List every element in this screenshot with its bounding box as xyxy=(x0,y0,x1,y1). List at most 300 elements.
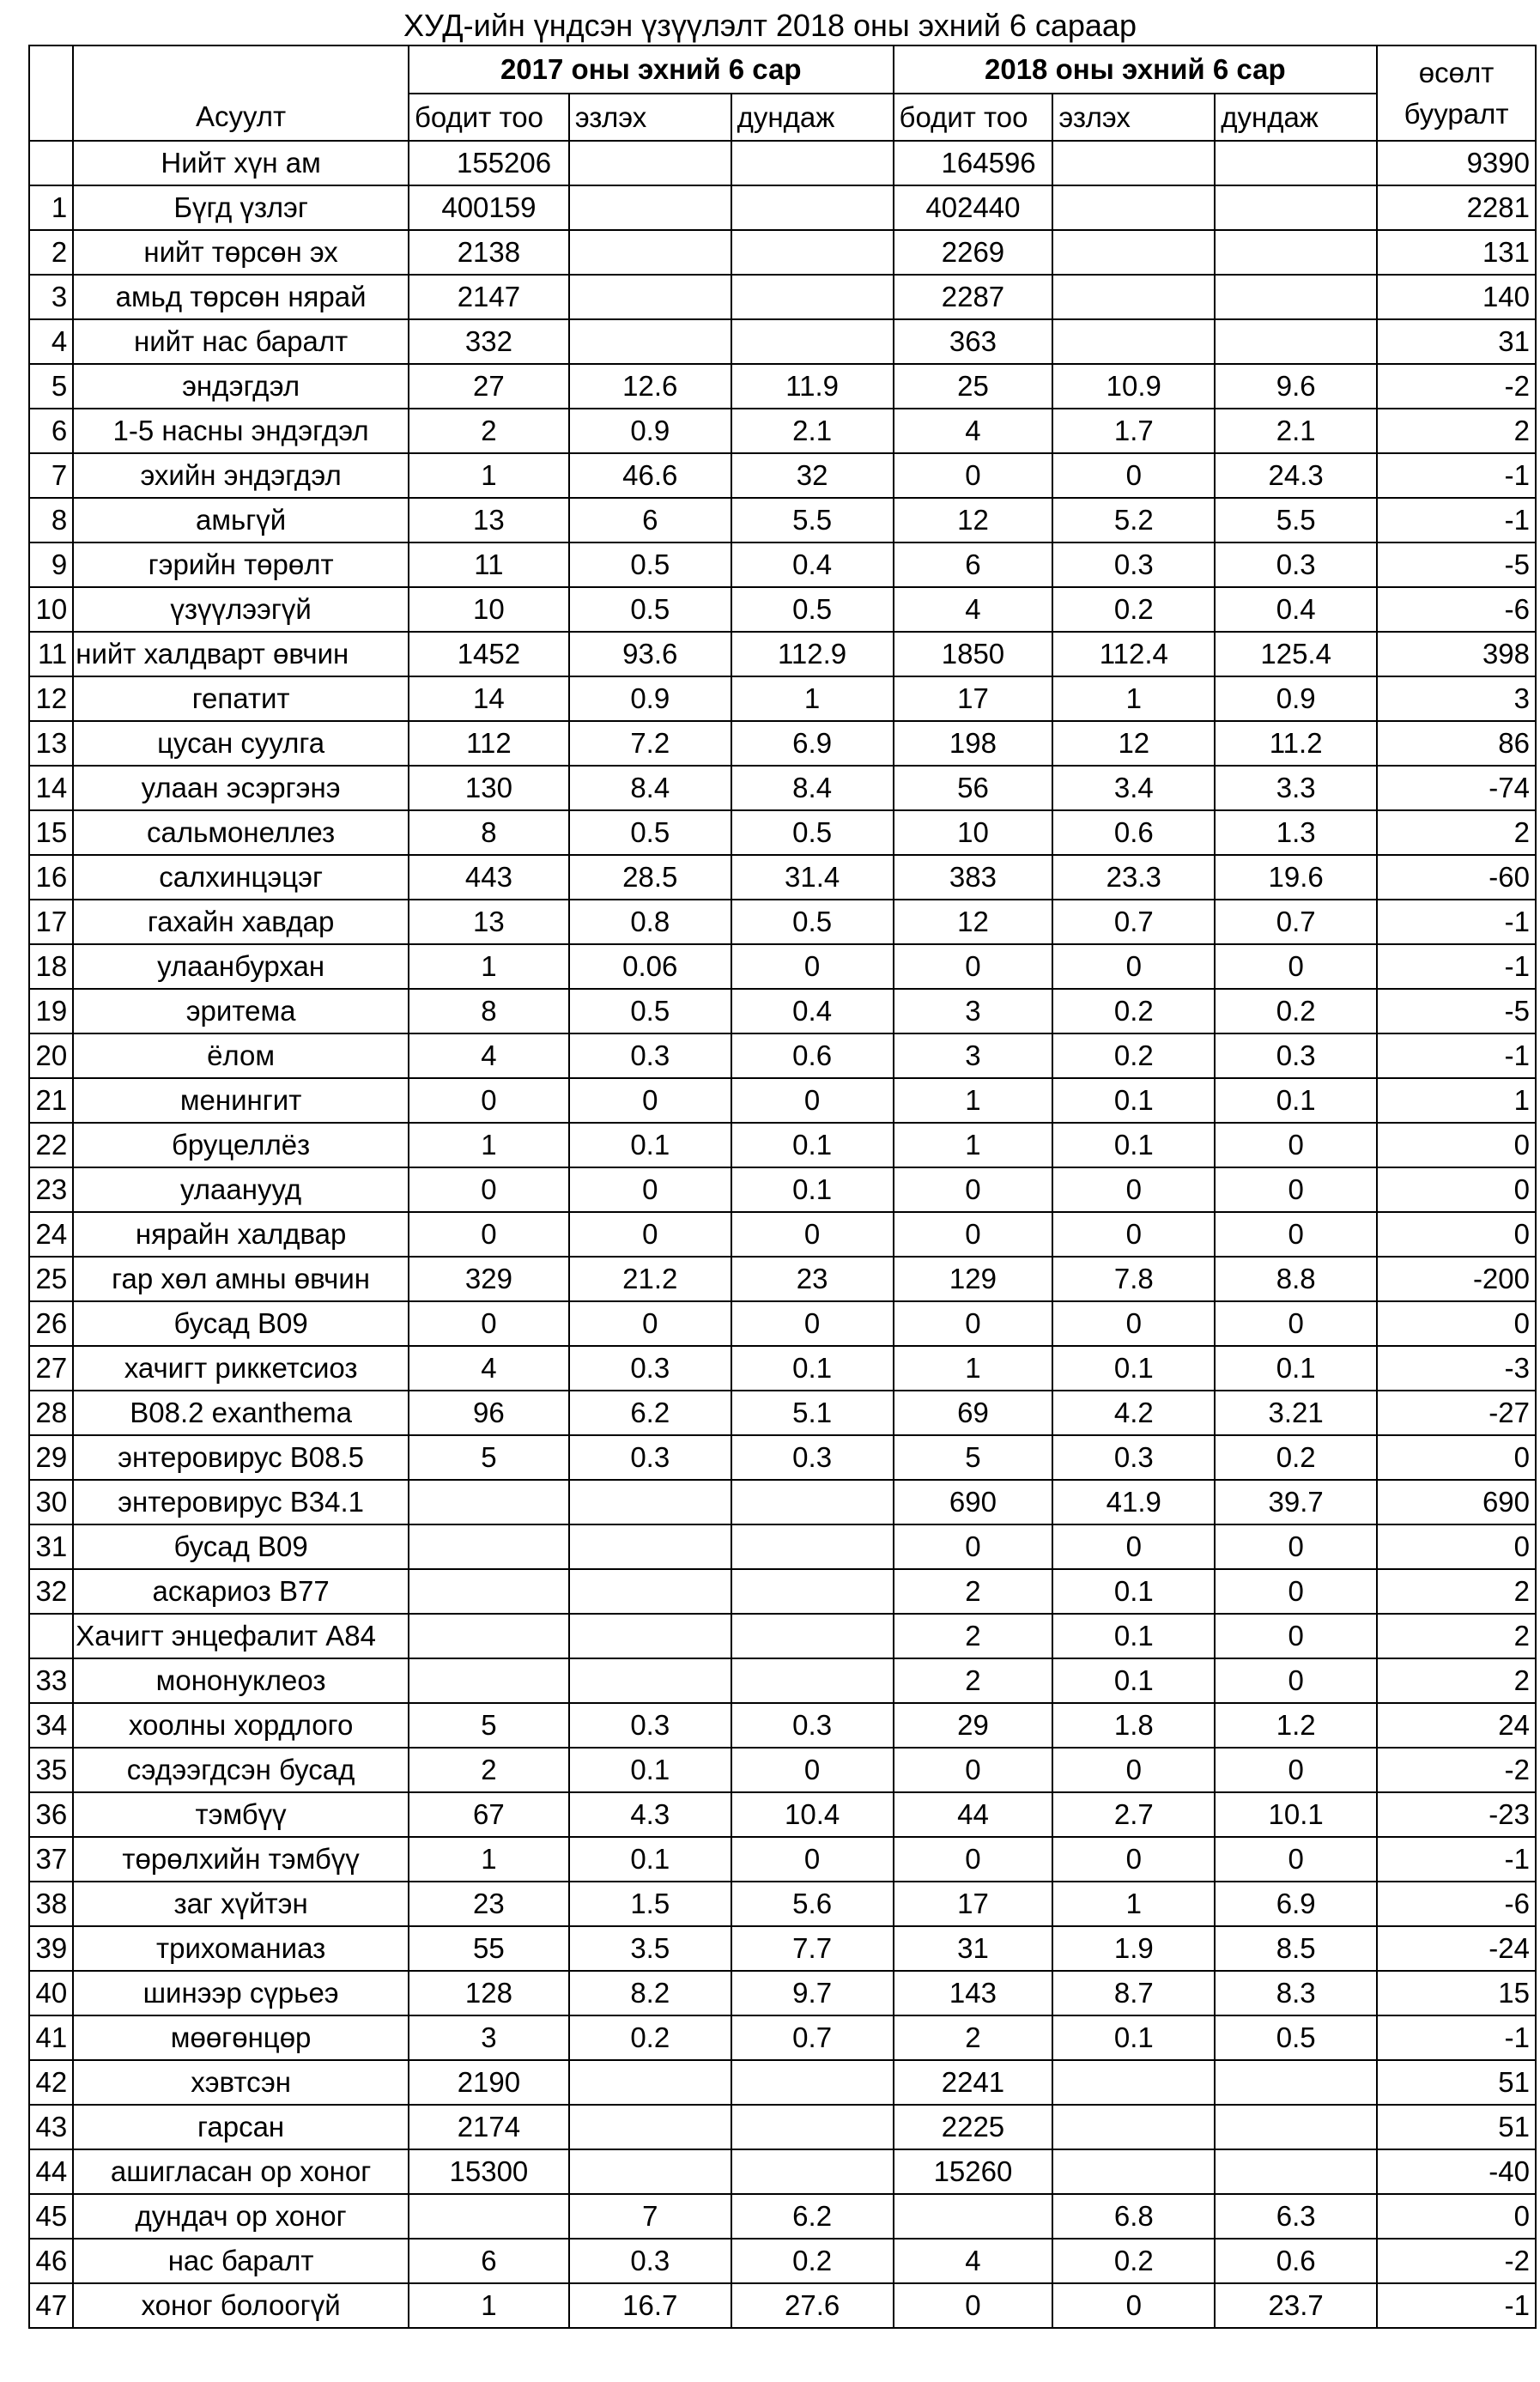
share-2017-cell: 12.6 xyxy=(569,364,731,409)
table-row xyxy=(29,1658,1536,1703)
actual-2018-cell: 383 xyxy=(894,855,1053,900)
average-2018-cell: 1.2 xyxy=(1215,1703,1377,1748)
actual-2018-cell: 10 xyxy=(894,810,1053,855)
share-2018-cell: 0 xyxy=(1052,2283,1215,2328)
question-cell: гэрийн төрөлт xyxy=(73,542,409,587)
question-cell: улаан эсэргэнэ xyxy=(73,766,409,810)
table-row xyxy=(29,810,1536,855)
row-number: 33 xyxy=(29,1658,73,1703)
change-cell: 31 xyxy=(1377,319,1536,364)
actual-2018-cell: 143 xyxy=(894,1971,1053,2015)
actual-2017-cell: 0 xyxy=(409,1078,569,1123)
row-number: 32 xyxy=(29,1569,73,1614)
average-2017-cell: 0.7 xyxy=(731,2015,894,2060)
share-2017-cell: 8.4 xyxy=(569,766,731,810)
table-row xyxy=(29,2239,1536,2283)
share-2017-cell: 0.1 xyxy=(569,1123,731,1167)
change-cell: -1 xyxy=(1377,498,1536,542)
share-2017-cell: 7 xyxy=(569,2194,731,2239)
actual-2017-cell: 1 xyxy=(409,1123,569,1167)
actual-2017-cell: 96 xyxy=(409,1391,569,1435)
table-row xyxy=(29,1078,1536,1123)
average-2018-cell: 0 xyxy=(1215,1212,1377,1257)
header-actual-2018: бодит тоо xyxy=(894,94,1053,141)
share-2017-cell xyxy=(569,185,731,230)
table-row xyxy=(29,1480,1536,1524)
average-2017-cell: 7.7 xyxy=(731,1926,894,1971)
average-2018-cell: 0 xyxy=(1215,1524,1377,1569)
average-2018-cell: 8.3 xyxy=(1215,1971,1377,2015)
average-2018-cell: 3.21 xyxy=(1215,1391,1377,1435)
share-2018-cell xyxy=(1052,319,1215,364)
row-number: 14 xyxy=(29,766,73,810)
actual-2017-cell: 332 xyxy=(409,319,569,364)
change-cell: -40 xyxy=(1377,2149,1536,2194)
table-row xyxy=(29,989,1536,1033)
table-row xyxy=(29,1257,1536,1301)
share-2018-cell: 5.2 xyxy=(1052,498,1215,542)
change-cell: -3 xyxy=(1377,1346,1536,1391)
average-2017-cell: 23 xyxy=(731,1257,894,1301)
change-cell: 2 xyxy=(1377,1614,1536,1658)
actual-2017-cell: 112 xyxy=(409,721,569,766)
average-2018-cell: 0 xyxy=(1215,1569,1377,1614)
row-number: 41 xyxy=(29,2015,73,2060)
average-2018-cell: 0.7 xyxy=(1215,900,1377,944)
change-cell: 0 xyxy=(1377,1212,1536,1257)
table-row xyxy=(29,1346,1536,1391)
share-2018-cell: 1.8 xyxy=(1052,1703,1215,1748)
average-2018-cell: 23.7 xyxy=(1215,2283,1377,2328)
change-cell: 131 xyxy=(1377,230,1536,275)
average-2017-cell: 11.9 xyxy=(731,364,894,409)
share-2018-cell xyxy=(1052,230,1215,275)
actual-2018-cell: 17 xyxy=(894,1882,1053,1926)
row-number: 37 xyxy=(29,1837,73,1882)
average-2017-cell: 6.2 xyxy=(731,2194,894,2239)
question-cell: салхинцэцэг xyxy=(73,855,409,900)
share-2017-cell: 21.2 xyxy=(569,1257,731,1301)
share-2017-cell: 0.5 xyxy=(569,542,731,587)
average-2018-cell: 0.1 xyxy=(1215,1346,1377,1391)
question-cell: нийт төрсөн эх xyxy=(73,230,409,275)
actual-2018-cell: 0 xyxy=(894,1748,1053,1792)
row-number: 25 xyxy=(29,1257,73,1301)
average-2017-cell xyxy=(731,1614,894,1658)
share-2018-cell xyxy=(1052,275,1215,319)
average-2018-cell xyxy=(1215,230,1377,275)
actual-2017-cell: 11 xyxy=(409,542,569,587)
actual-2018-cell: 56 xyxy=(894,766,1053,810)
change-cell: 2 xyxy=(1377,1569,1536,1614)
question-cell: эндэгдэл xyxy=(73,364,409,409)
share-2017-cell: 0.3 xyxy=(569,2239,731,2283)
average-2018-cell: 0.3 xyxy=(1215,542,1377,587)
actual-2018-cell: 4 xyxy=(894,409,1053,453)
question-cell: энтеровирус B34.1 xyxy=(73,1480,409,1524)
actual-2018-cell: 0 xyxy=(894,1167,1053,1212)
header-average-2018: дундаж xyxy=(1215,94,1377,141)
change-cell: -6 xyxy=(1377,587,1536,632)
table-row xyxy=(29,1301,1536,1346)
share-2018-cell: 7.8 xyxy=(1052,1257,1215,1301)
table-row xyxy=(29,185,1536,230)
table-row xyxy=(29,2194,1536,2239)
table-row xyxy=(29,1971,1536,2015)
average-2018-cell: 8.5 xyxy=(1215,1926,1377,1971)
question-cell: нийт нас баралт xyxy=(73,319,409,364)
average-2018-cell: 3.3 xyxy=(1215,766,1377,810)
share-2017-cell: 3.5 xyxy=(569,1926,731,1971)
question-cell: энтеровирус B08.5 xyxy=(73,1435,409,1480)
table-row xyxy=(29,766,1536,810)
population-2018: 164596 xyxy=(894,141,1053,185)
share-2017-cell xyxy=(569,1658,731,1703)
average-2018-cell xyxy=(1215,185,1377,230)
change-cell: 2 xyxy=(1377,1658,1536,1703)
row-number: 47 xyxy=(29,2283,73,2328)
actual-2018-cell: 4 xyxy=(894,587,1053,632)
average-2017-cell: 10.4 xyxy=(731,1792,894,1837)
average-2017-cell xyxy=(731,319,894,364)
average-2018-cell: 0.1 xyxy=(1215,1078,1377,1123)
actual-2018-cell: 1 xyxy=(894,1078,1053,1123)
population-row xyxy=(29,141,1536,185)
average-2017-cell: 0.5 xyxy=(731,587,894,632)
table-row xyxy=(29,1391,1536,1435)
question-cell: хэвтсэн xyxy=(73,2060,409,2105)
row-number: 45 xyxy=(29,2194,73,2239)
question-cell: эритема xyxy=(73,989,409,1033)
average-2018-cell: 8.8 xyxy=(1215,1257,1377,1301)
actual-2018-cell: 2 xyxy=(894,1569,1053,1614)
average-2017-cell: 112.9 xyxy=(731,632,894,676)
table-row xyxy=(29,1792,1536,1837)
actual-2018-cell: 44 xyxy=(894,1792,1053,1837)
table-row xyxy=(29,2105,1536,2149)
row-number xyxy=(29,141,73,185)
average-2017-cell: 0.5 xyxy=(731,810,894,855)
average-2018-cell: 39.7 xyxy=(1215,1480,1377,1524)
share-2017-cell xyxy=(569,2105,731,2149)
average-2017-cell xyxy=(731,1658,894,1703)
actual-2017-cell: 55 xyxy=(409,1926,569,1971)
table-row xyxy=(29,632,1536,676)
table-row xyxy=(29,587,1536,632)
question-cell: Бүгд үзлэг xyxy=(73,185,409,230)
average-2018-cell: 19.6 xyxy=(1215,855,1377,900)
share-2018-cell: 0 xyxy=(1052,1524,1215,1569)
table-body xyxy=(29,141,1536,2328)
share-2018-cell: 41.9 xyxy=(1052,1480,1215,1524)
header-actual-2017: бодит тоо xyxy=(409,94,569,141)
average-2017-cell: 9.7 xyxy=(731,1971,894,2015)
header-2018: 2018 оны эхний 6 сар xyxy=(894,45,1378,94)
actual-2017-cell: 13 xyxy=(409,498,569,542)
row-number: 40 xyxy=(29,1971,73,2015)
row-number: 21 xyxy=(29,1078,73,1123)
change-cell: -74 xyxy=(1377,766,1536,810)
change-cell: -27 xyxy=(1377,1391,1536,1435)
share-2018-cell: 0 xyxy=(1052,1837,1215,1882)
actual-2017-cell: 4 xyxy=(409,1346,569,1391)
row-number: 15 xyxy=(29,810,73,855)
average-2017-cell: 0 xyxy=(731,1301,894,1346)
share-2018-cell: 0 xyxy=(1052,944,1215,989)
share-2018-cell: 0.1 xyxy=(1052,1614,1215,1658)
share-2017-cell xyxy=(569,1569,731,1614)
actual-2017-cell: 14 xyxy=(409,676,569,721)
average-2017-cell: 8.4 xyxy=(731,766,894,810)
actual-2018-cell: 0 xyxy=(894,1212,1053,1257)
question-cell: сальмонеллез xyxy=(73,810,409,855)
average-2018-cell: 6.9 xyxy=(1215,1882,1377,1926)
share-2017-cell: 0.8 xyxy=(569,900,731,944)
question-cell: хачигт риккетсиоз xyxy=(73,1346,409,1391)
row-number: 34 xyxy=(29,1703,73,1748)
average-2017-cell: 27.6 xyxy=(731,2283,894,2328)
share-2017-cell: 7.2 xyxy=(569,721,731,766)
table-row xyxy=(29,900,1536,944)
question-cell: менингит xyxy=(73,1078,409,1123)
change-cell: 0 xyxy=(1377,1524,1536,1569)
average-2017-cell: 0 xyxy=(731,1078,894,1123)
row-number: 8 xyxy=(29,498,73,542)
row-number: 43 xyxy=(29,2105,73,2149)
average-2018-cell: 0 xyxy=(1215,1658,1377,1703)
row-number: 31 xyxy=(29,1524,73,1569)
share-2018-cell: 0.3 xyxy=(1052,1435,1215,1480)
question-cell: мөөгөнцөр xyxy=(73,2015,409,2060)
actual-2018-cell: 1 xyxy=(894,1346,1053,1391)
table-row xyxy=(29,855,1536,900)
row-number: 27 xyxy=(29,1346,73,1391)
average-2017-cell: 1 xyxy=(731,676,894,721)
actual-2018-cell: 2 xyxy=(894,1658,1053,1703)
share-2018-cell: 112.4 xyxy=(1052,632,1215,676)
actual-2018-cell: 0 xyxy=(894,2283,1053,2328)
row-number: 1 xyxy=(29,185,73,230)
table-row xyxy=(29,1212,1536,1257)
actual-2018-cell: 690 xyxy=(894,1480,1053,1524)
table-row xyxy=(29,1614,1536,1658)
actual-2018-cell: 1 xyxy=(894,1123,1053,1167)
share-2017-cell: 0.1 xyxy=(569,1748,731,1792)
average-2018-cell: 2.1 xyxy=(1215,409,1377,453)
average-2018-cell: 0 xyxy=(1215,1123,1377,1167)
header-question: Асуулт xyxy=(73,45,409,141)
actual-2017-cell: 3 xyxy=(409,2015,569,2060)
change-cell: 2 xyxy=(1377,409,1536,453)
average-2017-cell xyxy=(731,1524,894,1569)
share-2017-cell: 0.9 xyxy=(569,676,731,721)
change-cell: -23 xyxy=(1377,1792,1536,1837)
actual-2017-cell: 6 xyxy=(409,2239,569,2283)
share-2018-cell: 0.2 xyxy=(1052,587,1215,632)
row-number: 19 xyxy=(29,989,73,1033)
actual-2018-cell: 3 xyxy=(894,1033,1053,1078)
actual-2017-cell: 13 xyxy=(409,900,569,944)
actual-2017-cell: 10 xyxy=(409,587,569,632)
change-cell: 51 xyxy=(1377,2060,1536,2105)
row-number: 11 xyxy=(29,632,73,676)
actual-2018-cell: 129 xyxy=(894,1257,1053,1301)
question-cell: нийт халдварт өвчин xyxy=(73,632,409,676)
question-cell: шинээр сүрьеэ xyxy=(73,1971,409,2015)
share-2018-cell: 10.9 xyxy=(1052,364,1215,409)
average-2017-cell: 6.9 xyxy=(731,721,894,766)
change-cell: -1 xyxy=(1377,2015,1536,2060)
actual-2017-cell xyxy=(409,1614,569,1658)
average-2018-cell: 24.3 xyxy=(1215,453,1377,498)
actual-2017-cell: 1 xyxy=(409,944,569,989)
change-cell: 0 xyxy=(1377,1167,1536,1212)
actual-2017-cell xyxy=(409,1480,569,1524)
share-2017-cell: 0 xyxy=(569,1167,731,1212)
average-2018-cell: 0 xyxy=(1215,944,1377,989)
share-2018-cell: 0.2 xyxy=(1052,2239,1215,2283)
share-2017-cell: 6.2 xyxy=(569,1391,731,1435)
share-2018-cell: 1.7 xyxy=(1052,409,1215,453)
share-2018-cell: 1 xyxy=(1052,1882,1215,1926)
page-title: ХУД-ийн үндсэн үзүүлэлт 2018 оны эхний 6 сараар xyxy=(403,8,1137,43)
average-2017-cell: 2.1 xyxy=(731,409,894,453)
row-number: 18 xyxy=(29,944,73,989)
actual-2017-cell: 2 xyxy=(409,1748,569,1792)
row-number: 39 xyxy=(29,1926,73,1971)
table-row xyxy=(29,1748,1536,1792)
header-share-2018: эзлэх xyxy=(1052,94,1215,141)
table-row xyxy=(29,498,1536,542)
share-2018-cell: 0.1 xyxy=(1052,1123,1215,1167)
share-2018-cell xyxy=(1052,2105,1215,2149)
share-2017-cell: 0 xyxy=(569,1301,731,1346)
row-number: 4 xyxy=(29,319,73,364)
table-row xyxy=(29,1837,1536,1882)
question-cell: эхийн эндэгдэл xyxy=(73,453,409,498)
question-cell: бруцеллёз xyxy=(73,1123,409,1167)
share-2018-cell: 0 xyxy=(1052,1212,1215,1257)
actual-2017-cell xyxy=(409,1569,569,1614)
header-average-2017: дундаж xyxy=(731,94,894,141)
share-2017-cell: 46.6 xyxy=(569,453,731,498)
table-row xyxy=(29,409,1536,453)
share-2018-cell: 0 xyxy=(1052,1301,1215,1346)
actual-2017-cell: 2 xyxy=(409,409,569,453)
average-2018-cell xyxy=(1215,2149,1377,2194)
share-2018-cell: 0 xyxy=(1052,1167,1215,1212)
actual-2018-cell: 1850 xyxy=(894,632,1053,676)
average-2018-cell: 0.2 xyxy=(1215,989,1377,1033)
average-2017-cell: 0.6 xyxy=(731,1033,894,1078)
row-number: 9 xyxy=(29,542,73,587)
average-2018-cell: 125.4 xyxy=(1215,632,1377,676)
change-cell: -1 xyxy=(1377,2283,1536,2328)
share-2018-cell xyxy=(1052,2149,1215,2194)
table-row xyxy=(29,1569,1536,1614)
question-cell: мононуклеоз xyxy=(73,1658,409,1703)
question-cell: Хачигт энцефалит A84 xyxy=(73,1614,409,1658)
header-change-line2: бууралт xyxy=(1404,97,1509,130)
average-2017-cell: 0.3 xyxy=(731,1435,894,1480)
average-2018-cell: 1.3 xyxy=(1215,810,1377,855)
actual-2018-cell: 12 xyxy=(894,498,1053,542)
average-2018-cell: 5.5 xyxy=(1215,498,1377,542)
average-2017-cell: 0 xyxy=(731,1837,894,1882)
question-cell: 1-5 насны эндэгдэл xyxy=(73,409,409,453)
share-2017-cell: 6 xyxy=(569,498,731,542)
change-cell: 3 xyxy=(1377,676,1536,721)
actual-2018-cell: 2241 xyxy=(894,2060,1053,2105)
change-cell: -5 xyxy=(1377,542,1536,587)
share-2018-cell: 2.7 xyxy=(1052,1792,1215,1837)
actual-2018-cell: 2225 xyxy=(894,2105,1053,2149)
question-cell: хоног болоогүй xyxy=(73,2283,409,2328)
actual-2018-cell: 31 xyxy=(894,1926,1053,1971)
share-2017-cell: 4.3 xyxy=(569,1792,731,1837)
question-cell: хоолны хордлого xyxy=(73,1703,409,1748)
actual-2017-cell: 23 xyxy=(409,1882,569,1926)
header-share-2017: эзлэх xyxy=(569,94,731,141)
empty-cell xyxy=(731,141,894,185)
actual-2018-cell: 0 xyxy=(894,944,1053,989)
share-2017-cell: 0.5 xyxy=(569,587,731,632)
row-number: 2 xyxy=(29,230,73,275)
share-2017-cell: 0.5 xyxy=(569,810,731,855)
table-row xyxy=(29,944,1536,989)
share-2017-cell: 93.6 xyxy=(569,632,731,676)
question-cell: гарсан xyxy=(73,2105,409,2149)
actual-2017-cell: 0 xyxy=(409,1212,569,1257)
row-number: 24 xyxy=(29,1212,73,1257)
question-cell: улаанбурхан xyxy=(73,944,409,989)
change-cell: -1 xyxy=(1377,1033,1536,1078)
question-cell: трихоманиаз xyxy=(73,1926,409,1971)
row-number: 35 xyxy=(29,1748,73,1792)
question-cell: бусад B09 xyxy=(73,1524,409,1569)
row-number: 44 xyxy=(29,2149,73,2194)
change-cell: -24 xyxy=(1377,1926,1536,1971)
share-2017-cell: 0 xyxy=(569,1212,731,1257)
average-2017-cell xyxy=(731,230,894,275)
row-number: 3 xyxy=(29,275,73,319)
change-cell: 1 xyxy=(1377,1078,1536,1123)
change-cell: 140 xyxy=(1377,275,1536,319)
actual-2018-cell: 363 xyxy=(894,319,1053,364)
question-cell: нас баралт xyxy=(73,2239,409,2283)
row-number: 26 xyxy=(29,1301,73,1346)
actual-2018-cell: 2269 xyxy=(894,230,1053,275)
share-2018-cell: 0.1 xyxy=(1052,2015,1215,2060)
share-2018-cell: 0.1 xyxy=(1052,1658,1215,1703)
actual-2018-cell: 6 xyxy=(894,542,1053,587)
change-cell: 24 xyxy=(1377,1703,1536,1748)
average-2017-cell xyxy=(731,2105,894,2149)
share-2018-cell: 0.2 xyxy=(1052,989,1215,1033)
actual-2018-cell: 0 xyxy=(894,1524,1053,1569)
actual-2017-cell: 27 xyxy=(409,364,569,409)
share-2017-cell: 0.1 xyxy=(569,1837,731,1882)
actual-2018-cell: 29 xyxy=(894,1703,1053,1748)
table-row xyxy=(29,2015,1536,2060)
average-2017-cell xyxy=(731,2149,894,2194)
actual-2017-cell: 4 xyxy=(409,1033,569,1078)
actual-2017-cell: 2190 xyxy=(409,2060,569,2105)
share-2017-cell xyxy=(569,275,731,319)
average-2017-cell: 31.4 xyxy=(731,855,894,900)
average-2017-cell: 5.6 xyxy=(731,1882,894,1926)
question-cell: амьд төрсөн нярай xyxy=(73,275,409,319)
